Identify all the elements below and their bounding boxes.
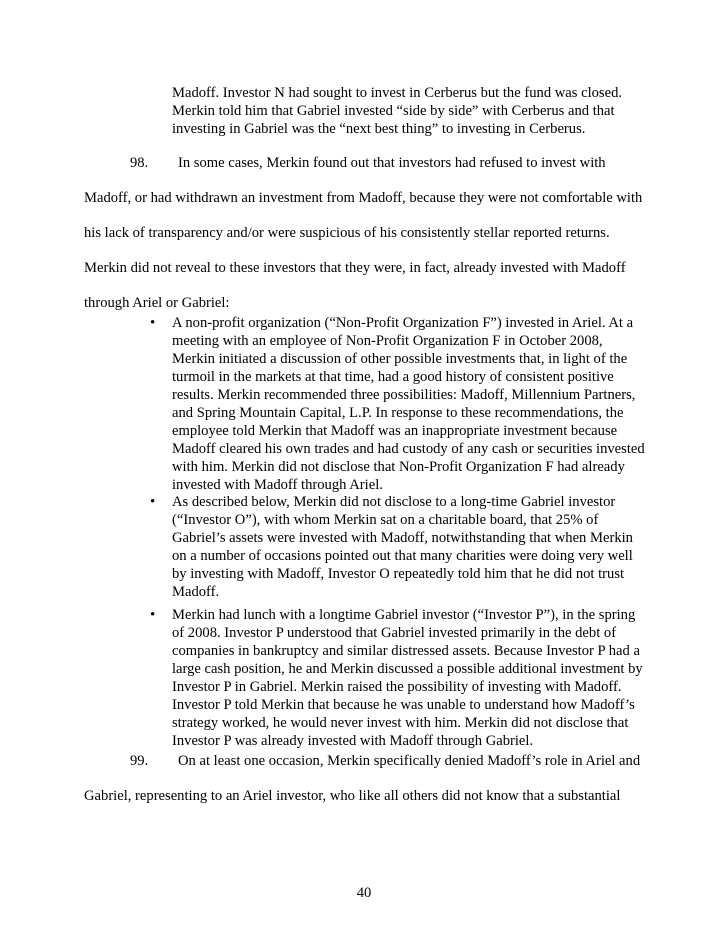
paragraph-number: 98.	[130, 155, 149, 171]
paragraph-98	[84, 146, 654, 321]
bullet-text: A non-profit organization (“Non-Profit Organization F”) invested in Ariel. At a meeting with an employee of Non-Profit Organization F in October 2008, Merkin initiated a discussion of other possible investments that, in light of the turmoil in the markets at that time, had a good history of consistent positive results. Merkin recommended three possibilities: Madoff, Millennium Partners, and Spring Mountain Capital, L.P. In response to these recommendations, the employee told Merkin that Madoff was an inappropriate investment because Madoff cleared his own trades and had custody of any cash or securities invested with him. Merkin did not disclose that Non-Profit Organization F had already invested with Madoff through Ariel.	[172, 315, 645, 493]
page-number: 40	[356, 885, 372, 901]
bullet-marker: •	[150, 494, 156, 510]
bullet-text: Merkin had lunch with a longtime Gabriel investor (“Investor P”), in the spring of 2008. Investor P understood that Gabriel invested primarily in the debt of companies in bankruptcy and similar distressed assets. Because Investor P had a large cash position, he and Merkin discussed a possible additional investment by Investor P in Gabriel. Merkin raised the possibility of investing with Madoff. Investor P told Merkin that because he was unable to understand how Madoff’s strategy worked, he would never invest with him. Merkin did not disclose that Investor P was already invested with Madoff through Gabriel.	[172, 607, 643, 749]
paragraph-text: In some cases, Merkin found out that investors had refused to invest with Madoff, or had withdrawn an investment from Madoff, because they were not comfortable with his lack of transparency and/or were suspicious of his consistently stellar reported returns. Merkin did not reveal to these investors that they were, in fact, already invested with Madoff through Ariel or Gabriel:	[84, 155, 643, 311]
paragraph-number: 99.	[130, 753, 149, 769]
block-quote-investor-n: Madoff. Investor N had sought to invest in Cerberus but the fund was closed. Merkin told him that Gabriel invested “side by side” with Cerberus and that investing in Gabriel was the “next best thing” to investing in Cerberus.	[172, 85, 623, 137]
bullet-item-investor-p	[150, 606, 647, 750]
bullet-item-investor-o	[150, 493, 647, 601]
paragraph-text: On at least one occasion, Merkin specifically denied Madoff’s role in Ariel and Gabriel, representing to an Ariel investor, who like all others did not know that a substantial	[84, 753, 641, 804]
bullet-marker: •	[150, 315, 156, 331]
bullet-text: As described below, Merkin did not disclose to a long-time Gabriel investor (“Investor O”), with whom Merkin sat on a charitable board, that 25% of Gabriel’s assets were invested with Madoff, notwithstanding that when Merkin on a number of occasions pointed out that many charities were doing very well by investing with Madoff, Investor O repeatedly told him that he did not trust Madoff.	[172, 494, 633, 600]
bullet-marker: •	[150, 607, 156, 623]
bullet-item-non-profit-f	[150, 314, 647, 494]
paragraph-99	[84, 744, 654, 814]
